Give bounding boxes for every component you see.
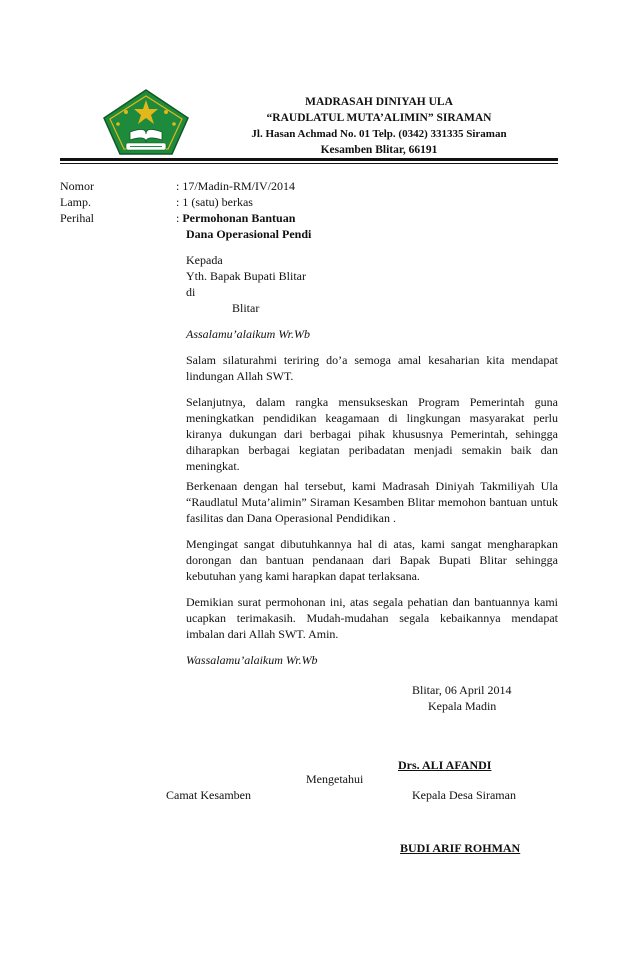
signer-position: Kepala Madin: [428, 699, 497, 713]
perihal-value: [176, 210, 295, 226]
lamp-label: Lamp.: [60, 195, 91, 209]
perihal-label: Perihal: [60, 211, 94, 225]
kepala-desa-name: BUDI ARIF ROHMAN: [400, 841, 521, 855]
perihal-line2: Dana Operasional Pendi: [186, 227, 312, 241]
paragraph-5: Demikian surat permohonan ini, atas segala pehatian dan bantuannya kami ucapkan terimakasih. Mudah-mudahan segala kebaikannya mendapat imbalan dari Allah SWT. Amin.: [186, 595, 558, 641]
paragraph-3: Berkenaan dengan hal tersebut, kami Madrasah Diniyah Takmiliyah Ula “Raudlatul Muta’alimin” Siraman Kesamben Blitar memohon bantuan untuk fasilitas dan Dana Operasional Pendidikan .: [186, 479, 558, 525]
school-name: MADRASAH DINIYAH ULA: [305, 96, 453, 108]
address-recipient: Yth. Bapak Bupati Blitar: [186, 269, 306, 283]
signer-name: Drs. ALI AFANDI: [398, 758, 492, 772]
address-city: Blitar: [232, 301, 260, 315]
header-rule-thin: [60, 163, 558, 164]
school-city: Kesamben Blitar, 66191: [320, 144, 438, 156]
perihal-line1: Permohonan Bantuan: [182, 211, 296, 225]
nomor-value: : 17/Madin-RM/IV/2014: [176, 179, 295, 193]
paragraph-1: Salam silaturahmi teriring do’a semoga amal kesaharian kita mendapat lindungan Allah SWT.: [186, 353, 558, 383]
camat-label: Camat Kesamben: [166, 788, 251, 802]
perihal-colon: :: [176, 211, 183, 225]
nomor-label: Nomor: [60, 179, 94, 193]
paragraph-2: Selanjutnya, dalam rangka mensukseskan Program Pemerintah guna meningkatkan pendidikan keagamaan di lingkungan masyarakat perlu kiranya dukungan dari berbagai pihak khususnya Pemerintah, sehingga diharapkan berbagai kegiatan peribadatan menjadi semakin baik dan meningkat.: [186, 395, 558, 473]
lamp-value: : 1 (satu) berkas: [176, 195, 253, 209]
school-address: Jl. Hasan Achmad No. 01 Telp. (0342) 331335 Siraman: [251, 128, 507, 140]
paragraph-4: Mengingat sangat dibutuhkannya hal di atas, kami sangat mengharapkan dorongan dan bantuan pendanaan dari Bapak Bupati Blitar sehingga kebutuhan yang kami harapkan dapat terlaksana.: [186, 537, 558, 583]
greeting: Assalamu’alaikum Wr.Wb: [186, 327, 310, 341]
address-kepada: Kepada: [186, 253, 223, 267]
closing: Wassalamu’alaikum Wr.Wb: [186, 653, 318, 667]
school-subname: “RAUDLATUL MUTA’ALIMIN” SIRAMAN: [266, 112, 492, 124]
address-di: di: [186, 285, 196, 299]
place-date: Blitar, 06 April 2014: [412, 683, 512, 697]
madrasah-logo: [100, 88, 192, 156]
header-rule-thick: [60, 158, 558, 161]
mengetahui-label: Mengetahui: [306, 772, 364, 786]
kepala-desa-label: Kepala Desa Siraman: [412, 788, 516, 802]
